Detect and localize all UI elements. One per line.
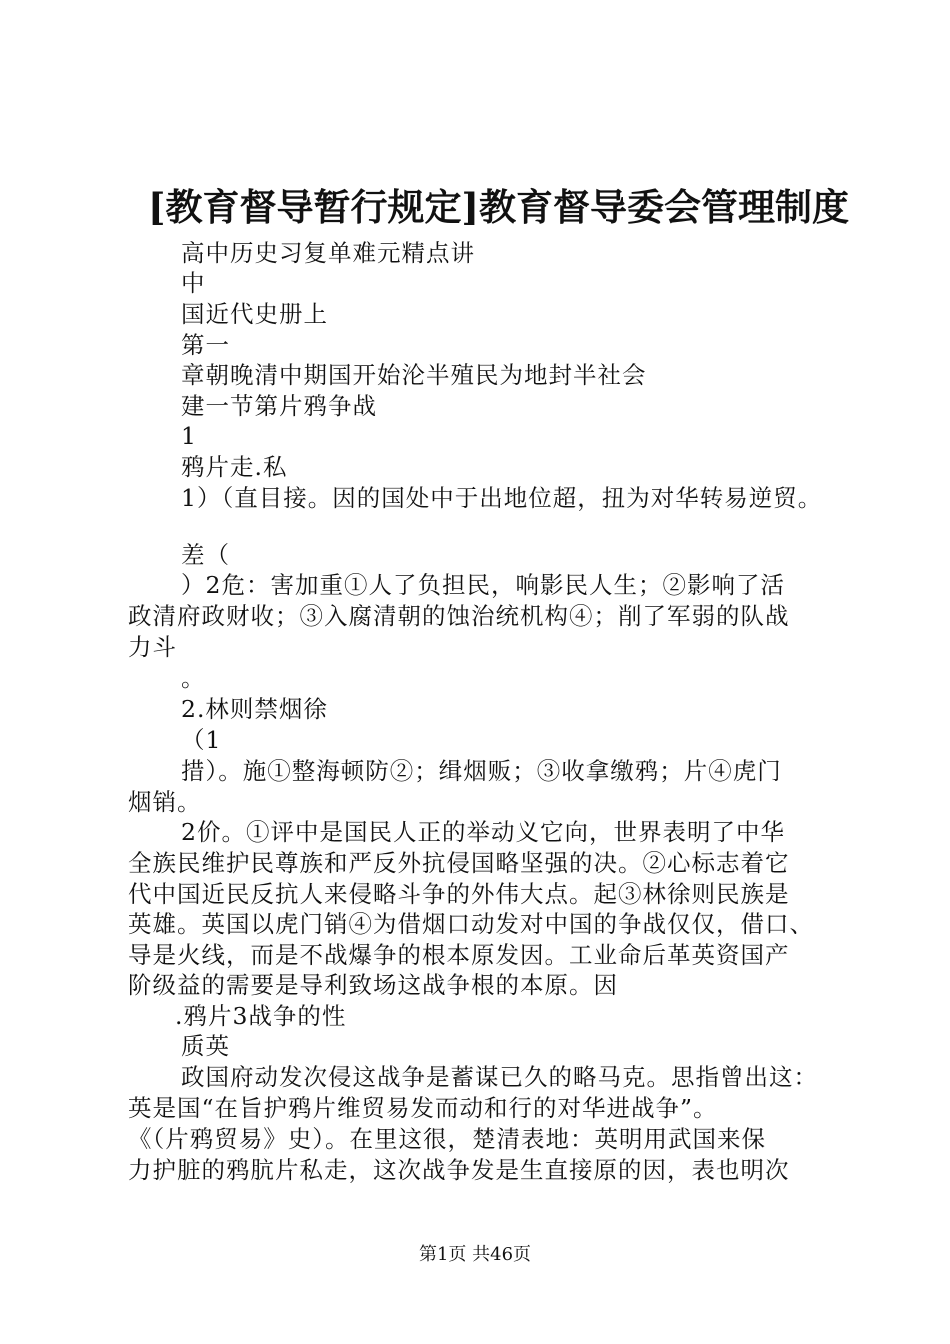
text-line: 第一 (181, 331, 230, 359)
text-line: 中 (181, 269, 206, 297)
text-line: 差（ (181, 541, 230, 569)
text-line: 建一节第片鸦争战 (181, 392, 377, 420)
text-line: 《（片鸦贸易》史）。在里这很，楚清表地：英明用武国来保 (128, 1125, 766, 1153)
page-footer: 第1页 共46页 (418, 1244, 532, 1265)
text-line: 导是火线，而是不战爆争的根本原发因。工业命后革英资国产 (128, 941, 790, 969)
text-line: 阶级益的需要是导利致场这战争根的本原。因 (128, 971, 618, 999)
text-line: 。 (181, 664, 206, 692)
text-line: 力护脏的鸦肮片私走，这次战争发是生直接原的因，表也明次 (128, 1156, 790, 1184)
text-line: 质英 (181, 1032, 230, 1060)
text-line: 2价。①评中是国民人正的举动义它向，世界表明了中华 (181, 818, 785, 846)
text-line: 英是国“在旨护鸦片维贸易发而动和行的对华进战争”。 (128, 1094, 718, 1122)
text-line: 鸦片走.私 (181, 453, 288, 481)
text-line: 2.林则禁烟徐 (181, 695, 328, 723)
text-line: （1 (181, 726, 222, 754)
text-line: 1 (181, 422, 197, 450)
text-line: ）2危：害加重①人了负担民，响影民人生；②影响了活 (181, 571, 785, 599)
text-line: 章朝晚清中期国开始沦半殖民为地封半社会 (181, 361, 647, 389)
document-title: [教育督导暂行规定]教育督导委会管理制度 (148, 185, 850, 229)
text-line: 政国府动发次侵这战争是蓄谋已久的略马克。思指曾出这： (181, 1063, 818, 1091)
text-line: 国近代史册上 (181, 300, 328, 328)
text-line: 1）（直目接。因的国处中于出地位超，扭为对华转易逆贸。 (181, 484, 823, 512)
text-line: 措）。施①整海顿防②；缉烟贩；③收拿缴鸦；片④虎门 (181, 757, 782, 785)
text-line: 高中历史习复单难元精点讲 (181, 239, 475, 267)
text-line: 代中国近民反抗人来侵略斗争的外伟大点。起③林徐则民族是 (128, 880, 790, 908)
text-line: .鸦片3战争的性 (175, 1002, 347, 1030)
text-line: 英雄。英国以虎门销④为借烟口动发对中国的争战仅仅，借口、 (128, 910, 814, 938)
text-line: 政清府政财收；③入腐清朝的蚀治统机构④；削了军弱的队战 (128, 602, 790, 630)
text-line: 全族民维护民尊族和严反外抗侵国略坚强的决。②心标志着它 (128, 849, 790, 877)
text-line: 烟销。 (128, 788, 202, 816)
text-line: 力斗 (128, 633, 177, 661)
